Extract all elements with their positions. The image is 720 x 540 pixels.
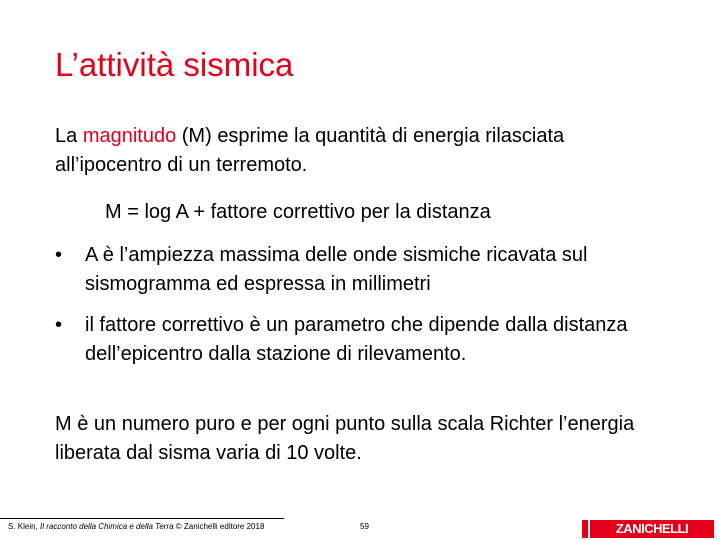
footer-divider xyxy=(0,518,284,519)
bullet-item xyxy=(55,241,655,299)
footer-author: S. Klein, xyxy=(8,522,41,531)
bullet-text: il fattore correttivo è un parametro che dipende dalla distanza dell’epicentro dalla stazione di rilevamento. xyxy=(85,314,628,365)
intro-paragraph xyxy=(55,122,675,180)
logo-mark-icon xyxy=(582,520,588,538)
magnitudo-term: magnitudo xyxy=(82,125,177,147)
bullet-item xyxy=(55,311,655,369)
bullet-icon: • xyxy=(55,314,63,336)
footer-book-title: Il racconto della Chimica e della Terra xyxy=(40,522,174,531)
page-number: 59 xyxy=(360,522,369,531)
footer-publisher: © Zanichelli editore 2018 xyxy=(173,522,265,531)
magnitude-formula: M = log A + fattore correttivo per la distanza xyxy=(105,201,491,223)
intro-text-end: (M) esprime la quantità di energia rilasciata all’ipocentro di un terremoto. xyxy=(55,125,565,176)
intro-text-start: La xyxy=(55,125,83,147)
bullet-text: A è l’ampiezza massima delle onde sismiche ricavata sul sismogramma ed espressa in millimetri xyxy=(85,244,588,295)
footer-credit xyxy=(8,522,264,531)
bullet-icon: • xyxy=(55,244,63,266)
publisher-logo: ZANICHELLI xyxy=(590,520,714,538)
slide-title: L’attività sismica xyxy=(55,46,294,83)
closing-paragraph: M è un numero puro e per ogni punto sulla scala Richter l’energia liberata dal sisma varia di 10 volte. xyxy=(55,413,635,464)
